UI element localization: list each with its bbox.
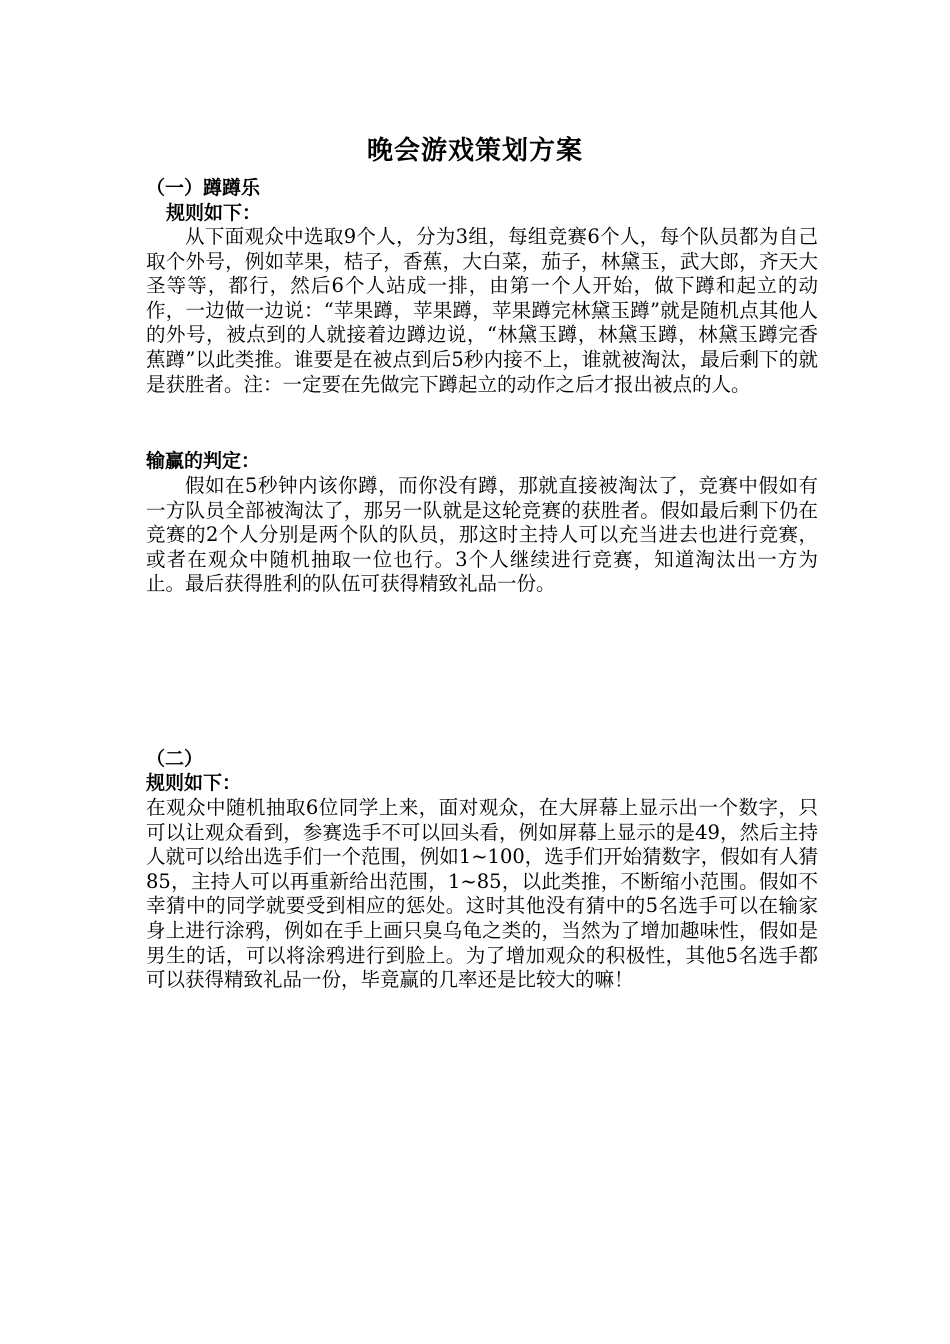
section1-judge-paragraph: 假如在5秒钟内该你蹲，而你没有蹲，那就直接被淘汰了，竞赛中假如有一方队员全部被淘汰了，那另一队就是这轮竞赛的获胜者。假如最后剩下仍在竞赛的2个人分别是两个队的队员，那这时主持人可以充当进去也进行竞赛，或者在观众中随机抽取一位也行。3个人继续进行竞赛，知道淘汰出一方为止。最后获得胜利的队伍可获得精致礼品一份。 (146, 474, 818, 596)
section2-rules-label: 规则如下： (146, 772, 242, 794)
document-title: 晚会游戏策划方案 (366, 136, 583, 166)
section2-heading: （二） (146, 748, 204, 770)
section1-heading: （一）蹲蹲乐 (146, 177, 261, 199)
section1-rules-label: 规则如下： (166, 202, 262, 224)
section1-judge-label: 输赢的判定： (146, 450, 261, 472)
section1-rules-paragraph: 从下面观众中选取9个人，分为3组，每组竞赛6个人，每个队员都为自己取个外号，例如苹果，桔子，香蕉，大白菜，茄子，林黛玉，武大郎，齐天大圣等等，都行，然后6个人站成一排，由第一个人开始，做下蹲和起立的动作，一边做一边说：“苹果蹲，苹果蹲，苹果蹲完林黛玉蹲”就是随机点其他人的外号，被点到的人就接着边蹲边说，“林黛玉蹲，林黛玉蹲，林黛玉蹲完香蕉蹲”以此类推。谁要是在被点到后5秒内接不上，谁就被淘汰，最后剩下的就是获胜者。注：一定要在先做完下蹲起立的动作之后才报出被点的人。 (146, 225, 818, 396)
section2-rules-paragraph: 在观众中随机抽取6位同学上来，面对观众，在大屏幕上显示出一个数字，只可以让观众看到，参赛选手不可以回头看，例如屏幕上显示的是49，然后主持人就可以给出选手们一个范围，例如1~100，选手们开始猜数字，假如有人猜85，主持人可以再重新给出范围，1~85，以此类推，不断缩小范围。假如不幸猜中的同学就要受到相应的惩处。这时其他没有猜中的5名选手可以在输家身上进行涂鸦，例如在手上画只臭乌龟之类的，当然为了增加趣味性，假如是男生的话，可以将涂鸦进行到脸上。为了增加观众的积极性，其他5名选手都可以获得精致礼品一份，毕竟赢的几率还是比较大的嘛！ (146, 796, 818, 992)
